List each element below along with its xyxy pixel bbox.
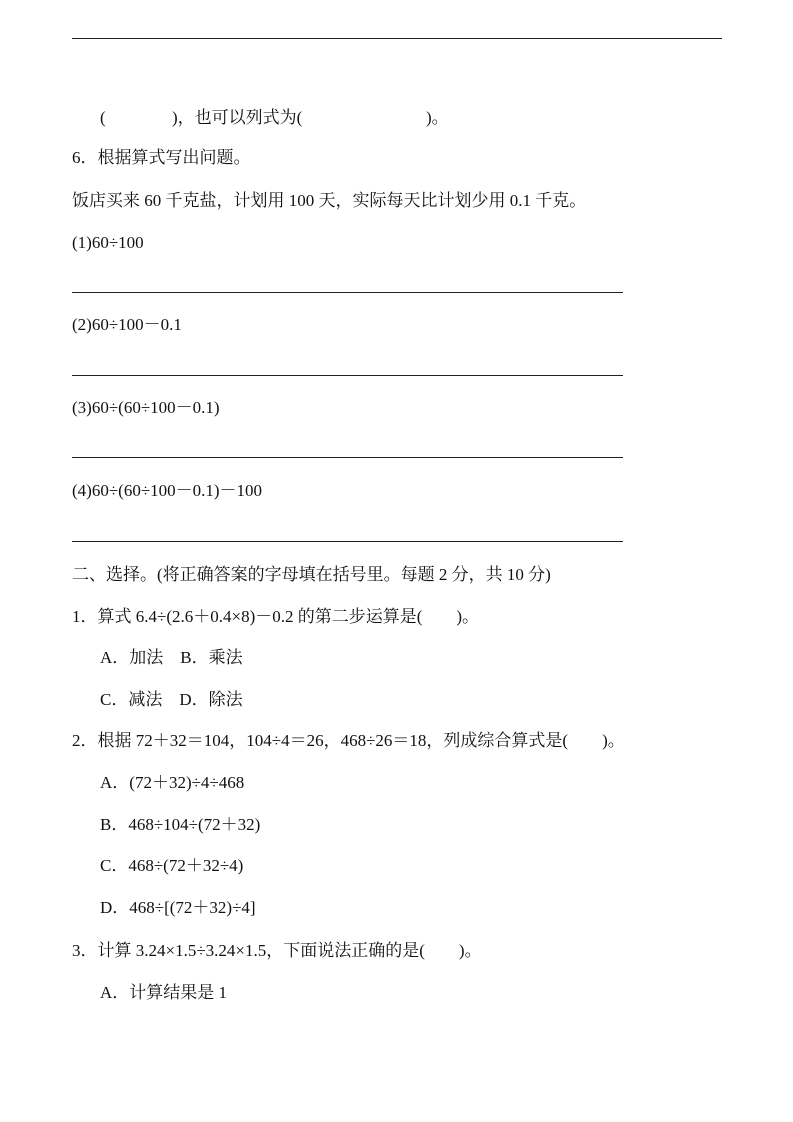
mc-question-1: 1．算式 6.4÷(2.6＋0.4×8)－0.2 的第二步运算是( )。 [72,607,480,626]
q6-item-3: (3)60÷(60÷100－0.1) [72,398,220,417]
blank-close: )。 [426,108,449,127]
q6-context: 饭店买来 60 千克盐，计划用 100 天，实际每天比计划少用 0.1 千克。 [72,191,587,210]
mc-q1-options-ab: A．加法 B．乘法 [100,648,243,667]
mc-q2-option-a: A．(72＋32)÷4÷468 [100,773,245,792]
answer-line-1[interactable] [72,292,623,293]
q6-item-1: (1)60÷100 [72,233,144,252]
mc-q2-option-b: B．468÷104÷(72＋32) [100,815,261,834]
q6-item-4: (4)60÷(60÷100－0.1)－100 [72,481,263,500]
mc-q2-option-c: C．468÷(72＋32÷4) [100,856,244,875]
answer-line-2[interactable] [72,375,623,376]
answer-line-4[interactable] [72,541,623,542]
answer-line-3[interactable] [72,457,623,458]
mc-question-3: 3．计算 3.24×1.5÷3.24×1.5，下面说法正确的是( )。 [72,941,482,960]
mc-q1-options-cd: C．减法 D．除法 [100,690,243,709]
mc-q3-option-a: A．计算结果是 1 [100,983,228,1002]
blank-open: ( [100,108,106,127]
header-rule [72,38,722,39]
q6-item-2: (2)60÷100－0.1 [72,315,182,334]
section2-heading: 二、选择。(将正确答案的字母填在括号里。每题 2 分，共 10 分) [72,565,551,584]
mc-q2-option-d: D．468÷[(72＋32)÷4] [100,898,256,917]
q6-title: 6．根据算式写出问题。 [72,148,251,167]
mc-question-2: 2．根据 72＋32＝104，104÷4＝26，468÷26＝18，列成综合算式是( )。 [72,731,625,750]
continuation-text: )，也可以列式为( [172,108,303,127]
